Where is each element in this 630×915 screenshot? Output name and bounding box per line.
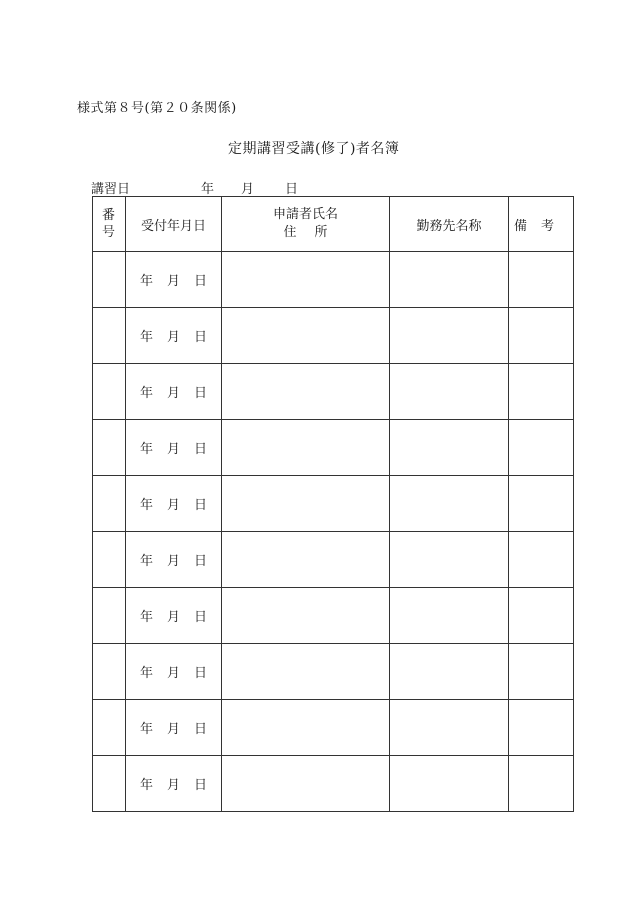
cell-remarks[interactable] xyxy=(509,252,574,308)
cell-workplace[interactable] xyxy=(390,420,509,476)
cell-number[interactable] xyxy=(93,252,126,308)
header-applicant-name: 申請者氏名 xyxy=(272,207,338,222)
date-day-label: 日 xyxy=(194,330,208,345)
table-row xyxy=(93,252,574,308)
cell-applicant-name-address[interactable] xyxy=(222,756,390,812)
date-month-label: 月 xyxy=(166,722,180,737)
table-header-row xyxy=(93,197,574,252)
cell-applicant-name-address[interactable] xyxy=(222,532,390,588)
date-day-label: 日 xyxy=(194,610,208,625)
date-year-label: 年 xyxy=(139,554,153,569)
roster-body xyxy=(93,252,574,812)
cell-applicant-name-address[interactable] xyxy=(222,420,390,476)
table-row xyxy=(93,644,574,700)
date-month-label: 月 xyxy=(166,442,180,457)
cell-applicant-name-address[interactable] xyxy=(222,644,390,700)
date-month-label: 月 xyxy=(166,666,180,681)
table-row xyxy=(93,308,574,364)
date-day-label: 日 xyxy=(194,386,208,401)
cell-number[interactable] xyxy=(93,364,126,420)
header-address: 住所 xyxy=(283,225,346,240)
cell-remarks[interactable] xyxy=(509,476,574,532)
cell-remarks[interactable] xyxy=(509,308,574,364)
table-row xyxy=(93,588,574,644)
cell-received-date[interactable] xyxy=(126,308,222,364)
header-workplace: 勤務先名称 xyxy=(390,197,509,252)
date-month-label: 月 xyxy=(166,554,180,569)
cell-remarks[interactable] xyxy=(509,364,574,420)
table-row xyxy=(93,420,574,476)
date-year-label: 年 xyxy=(139,722,153,737)
cell-remarks[interactable] xyxy=(509,588,574,644)
date-day-label: 日 xyxy=(194,554,208,569)
cell-workplace[interactable] xyxy=(390,588,509,644)
date-month-label: 月 xyxy=(166,610,180,625)
cell-remarks[interactable] xyxy=(509,420,574,476)
cell-applicant-name-address[interactable] xyxy=(222,700,390,756)
cell-received-date[interactable] xyxy=(126,588,222,644)
header-received-date: 受付年月日 xyxy=(126,197,222,252)
header-remarks: 備考 xyxy=(509,197,574,252)
date-month-label: 月 xyxy=(166,498,180,513)
form-number-label: 様式第８号(第２０条関係) xyxy=(77,101,237,116)
cell-workplace[interactable] xyxy=(390,252,509,308)
header-number-line2: 号 xyxy=(101,225,116,240)
cell-workplace[interactable] xyxy=(390,364,509,420)
date-year-label: 年 xyxy=(139,498,153,513)
cell-applicant-name-address[interactable] xyxy=(222,588,390,644)
cell-received-date[interactable] xyxy=(126,644,222,700)
cell-received-date[interactable] xyxy=(126,700,222,756)
cell-workplace[interactable] xyxy=(390,644,509,700)
date-day-label: 日 xyxy=(194,666,208,681)
cell-number[interactable] xyxy=(93,476,126,532)
cell-remarks[interactable] xyxy=(509,756,574,812)
date-year-label: 年 xyxy=(139,442,153,457)
table-row xyxy=(93,364,574,420)
lecture-date-month: 月 xyxy=(241,182,255,197)
date-year-label: 年 xyxy=(139,666,153,681)
date-year-label: 年 xyxy=(139,610,153,625)
table-row xyxy=(93,700,574,756)
roster-table xyxy=(92,196,574,812)
date-month-label: 月 xyxy=(166,330,180,345)
cell-received-date[interactable] xyxy=(126,420,222,476)
cell-number[interactable] xyxy=(93,532,126,588)
cell-remarks[interactable] xyxy=(509,700,574,756)
lecture-date-label: 講習日 xyxy=(91,182,131,197)
lecture-date-year: 年 xyxy=(201,182,215,197)
cell-workplace[interactable] xyxy=(390,308,509,364)
date-month-label: 月 xyxy=(166,778,180,793)
page-title: 定期講習受講(修了)者名簿 xyxy=(228,141,400,157)
cell-received-date[interactable] xyxy=(126,252,222,308)
cell-received-date[interactable] xyxy=(126,756,222,812)
date-year-label: 年 xyxy=(139,274,153,289)
cell-applicant-name-address[interactable] xyxy=(222,308,390,364)
lecture-date-day: 日 xyxy=(285,182,299,197)
table-row xyxy=(93,476,574,532)
header-number-line1: 番 xyxy=(101,208,116,223)
date-year-label: 年 xyxy=(139,386,153,401)
table-row xyxy=(93,532,574,588)
header-applicant xyxy=(222,197,390,252)
table-row xyxy=(93,756,574,812)
date-day-label: 日 xyxy=(194,498,208,513)
cell-received-date[interactable] xyxy=(126,476,222,532)
date-day-label: 日 xyxy=(194,274,208,289)
header-number xyxy=(93,197,126,252)
cell-workplace[interactable] xyxy=(390,476,509,532)
date-month-label: 月 xyxy=(166,386,180,401)
cell-number[interactable] xyxy=(93,308,126,364)
cell-number[interactable] xyxy=(93,644,126,700)
date-month-label: 月 xyxy=(166,274,180,289)
cell-number[interactable] xyxy=(93,700,126,756)
cell-number[interactable] xyxy=(93,588,126,644)
cell-received-date[interactable] xyxy=(126,532,222,588)
date-day-label: 日 xyxy=(194,778,208,793)
cell-workplace[interactable] xyxy=(390,700,509,756)
cell-number[interactable] xyxy=(93,420,126,476)
cell-workplace[interactable] xyxy=(390,532,509,588)
cell-applicant-name-address[interactable] xyxy=(222,252,390,308)
cell-number[interactable] xyxy=(93,756,126,812)
cell-remarks[interactable] xyxy=(509,644,574,700)
cell-received-date[interactable] xyxy=(126,364,222,420)
date-year-label: 年 xyxy=(139,330,153,345)
date-year-label: 年 xyxy=(139,778,153,793)
cell-applicant-name-address[interactable] xyxy=(222,476,390,532)
cell-remarks[interactable] xyxy=(509,532,574,588)
date-day-label: 日 xyxy=(194,722,208,737)
cell-applicant-name-address[interactable] xyxy=(222,364,390,420)
date-day-label: 日 xyxy=(194,442,208,457)
cell-workplace[interactable] xyxy=(390,756,509,812)
